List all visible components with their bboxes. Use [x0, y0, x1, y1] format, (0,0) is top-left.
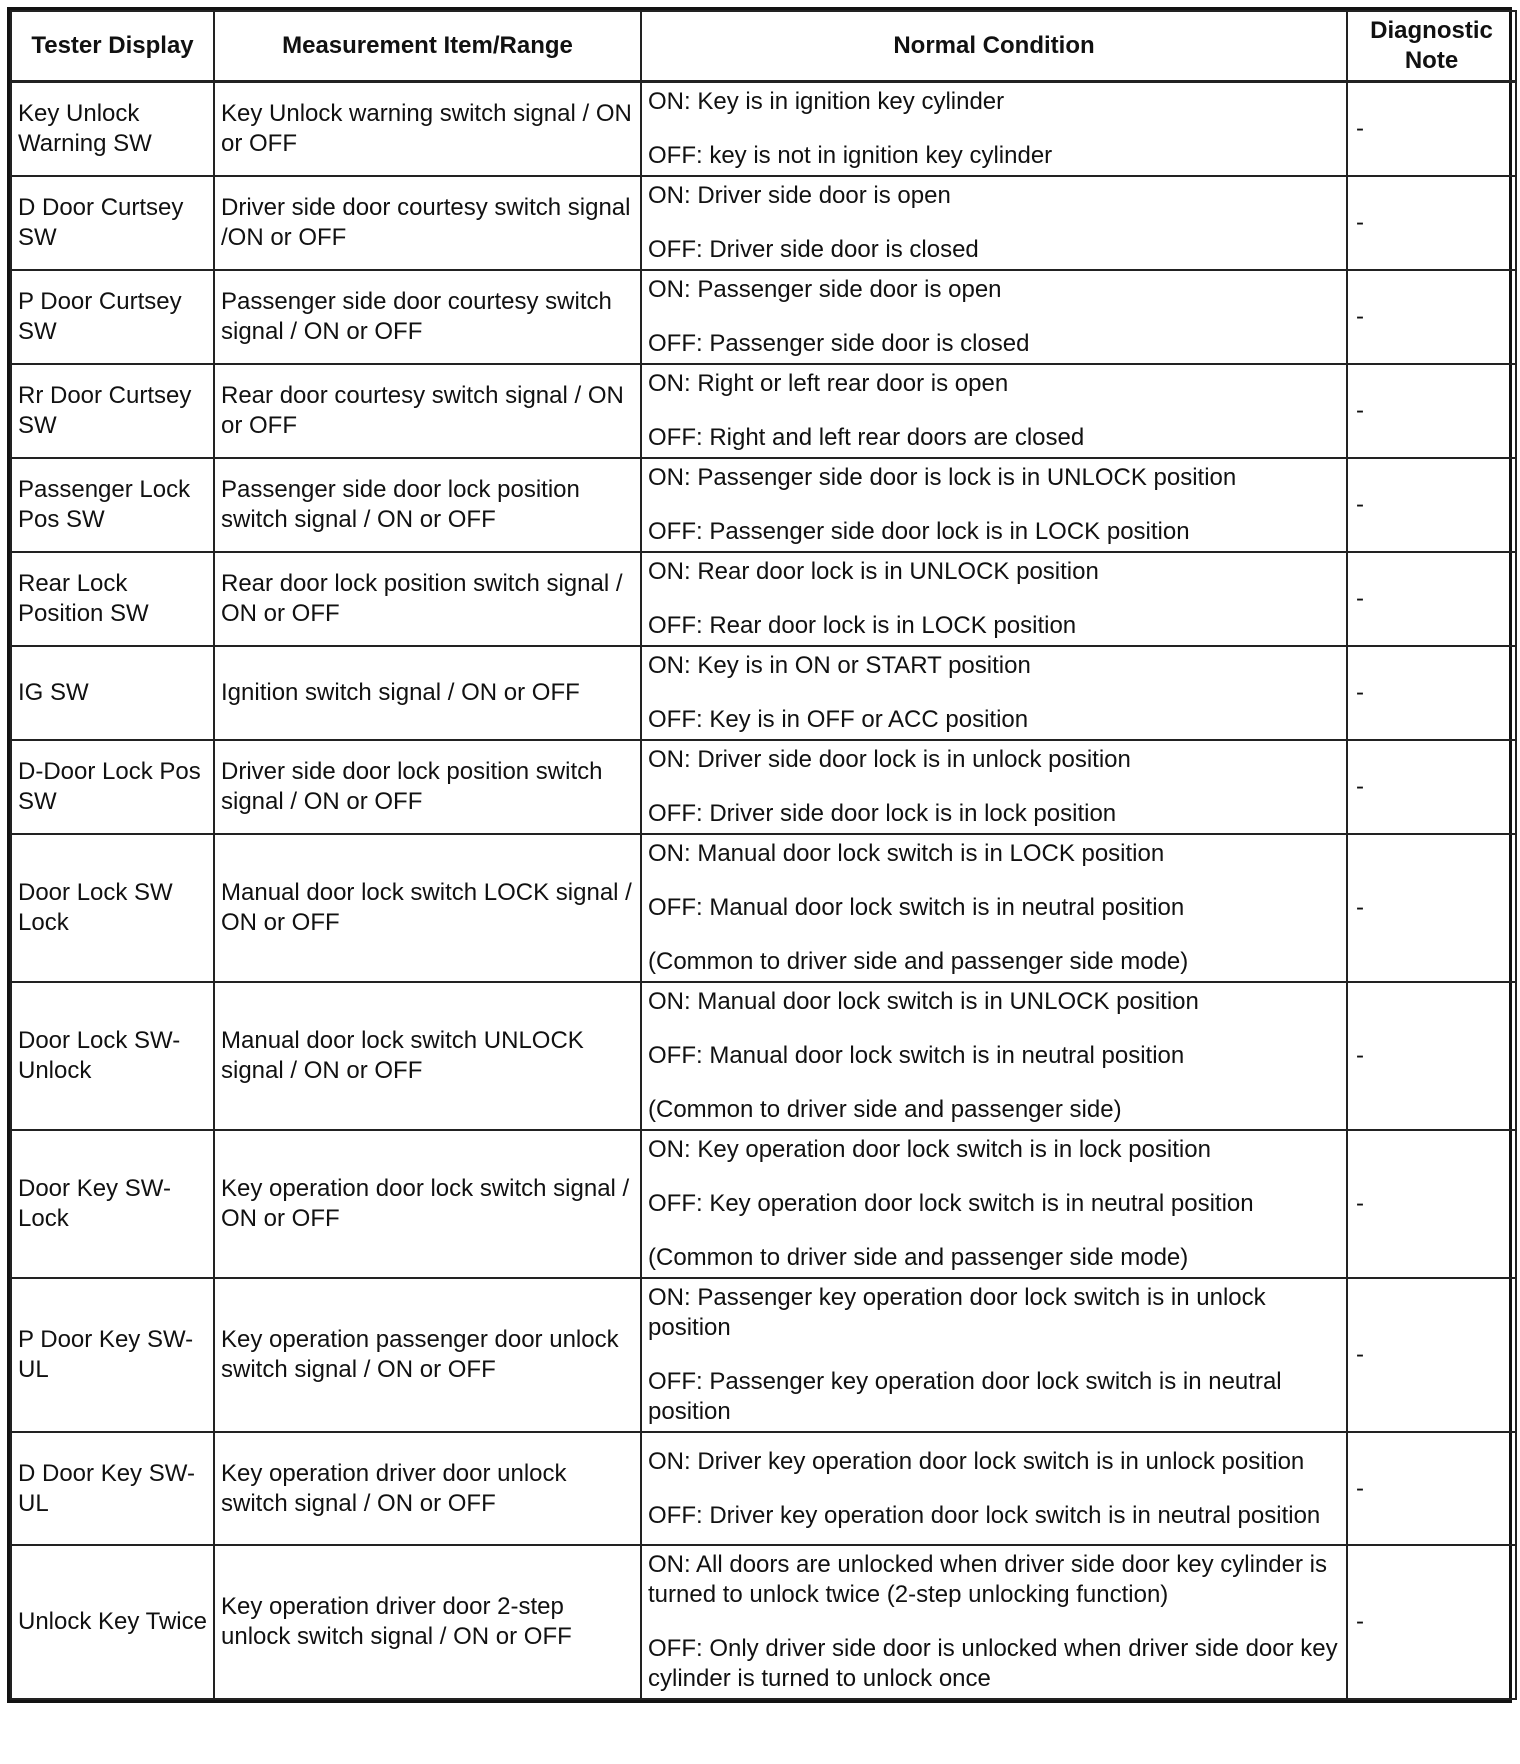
table-row: [11, 646, 1516, 740]
diagnostic-note-cell: -: [1347, 982, 1516, 1130]
condition-line: ON: Rear door lock is in UNLOCK position: [648, 558, 1099, 585]
measurement-cell: Manual door lock switch UNLOCK signal / ON or OFF: [214, 982, 641, 1130]
diagnostic-note-cell: -: [1347, 740, 1516, 834]
measurement-cell: Key operation door lock switch signal / ON or OFF: [214, 1130, 641, 1278]
diagnostic-note-cell: -: [1347, 1278, 1516, 1432]
condition-line: ON: Driver key operation door lock switch is in unlock position: [648, 1447, 1305, 1475]
tester-display-cell: Rear Lock Position SW: [11, 552, 214, 646]
condition-line: OFF: Rear door lock is in LOCK position: [648, 612, 1077, 639]
condition-line: ON: Driver side door is open: [648, 182, 951, 209]
table-row: [11, 270, 1516, 364]
condition-line: ON: Driver side door lock is in unlock position: [648, 746, 1131, 773]
table-row: [11, 1278, 1516, 1432]
condition-line: OFF: Only driver side door is unlocked when driver side door key cylinder is turned to unlock once: [648, 1635, 1338, 1692]
diagnostic-note-cell: -: [1347, 1432, 1516, 1545]
table-row: [11, 1545, 1516, 1699]
normal-condition-cell: [641, 1278, 1347, 1432]
condition-line: ON: Right or left rear door is open: [648, 370, 1009, 397]
header-row: [11, 11, 1516, 82]
header-diagnostic-note: Diagnostic Note: [1347, 11, 1516, 82]
measurement-cell: Driver side door lock position switch signal / ON or OFF: [214, 740, 641, 834]
table-row: [11, 1130, 1516, 1278]
tester-display-cell: P Door Curtsey SW: [11, 270, 214, 364]
condition-line: ON: Key is in ignition key cylinder: [648, 88, 1005, 115]
diagnostic-note-cell: -: [1347, 646, 1516, 740]
measurement-cell: Key operation passenger door unlock switch signal / ON or OFF: [214, 1278, 641, 1432]
diagnostic-note-cell: -: [1347, 458, 1516, 552]
tester-display-cell: Passenger Lock Pos SW: [11, 458, 214, 552]
table-row: [11, 364, 1516, 458]
normal-condition-cell: [641, 82, 1347, 177]
diagnostic-table-frame: [7, 7, 1512, 1703]
diagnostic-table: [10, 10, 1517, 1700]
measurement-cell: Rear door lock position switch signal / ON or OFF: [214, 552, 641, 646]
table-row: [11, 1432, 1516, 1545]
normal-condition-cell: [641, 740, 1347, 834]
normal-condition-cell: [641, 1545, 1347, 1699]
normal-condition-cell: [641, 646, 1347, 740]
diagnostic-note-cell: -: [1347, 1545, 1516, 1699]
table-row: [11, 458, 1516, 552]
table-row: [11, 552, 1516, 646]
condition-line: ON: Passenger side door is lock is in UNLOCK position: [648, 464, 1237, 491]
measurement-cell: Key operation driver door unlock switch signal / ON or OFF: [214, 1432, 641, 1545]
normal-condition-cell: [641, 176, 1347, 270]
diagnostic-note-cell: -: [1347, 834, 1516, 982]
condition-line: OFF: Passenger side door is closed: [648, 330, 1030, 357]
tester-display-cell: Unlock Key Twice: [11, 1545, 214, 1699]
measurement-cell: Ignition switch signal / ON or OFF: [214, 646, 641, 740]
tester-display-cell: Rr Door Curtsey SW: [11, 364, 214, 458]
tester-display-cell: Door Key SW-Lock: [11, 1130, 214, 1278]
diagnostic-note-cell: -: [1347, 1130, 1516, 1278]
table-row: [11, 982, 1516, 1130]
tester-display-cell: IG SW: [11, 646, 214, 740]
condition-line: (Common to driver side and passenger side mode): [648, 1244, 1189, 1271]
normal-condition-cell: [641, 552, 1347, 646]
tester-display-cell: P Door Key SW-UL: [11, 1278, 214, 1432]
tester-display-cell: Door Lock SW-Unlock: [11, 982, 214, 1130]
condition-line: OFF: Right and left rear doors are closed: [648, 424, 1085, 451]
condition-line: ON: Passenger side door is open: [648, 276, 1002, 303]
table-body: [11, 82, 1516, 1700]
condition-line: OFF: Key operation door lock switch is in neutral position: [648, 1190, 1254, 1217]
header-measurement: Measurement Item/Range: [214, 11, 641, 82]
header-normal-condition: Normal Condition: [641, 11, 1347, 82]
measurement-cell: Driver side door courtesy switch signal /ON or OFF: [214, 176, 641, 270]
condition-line: OFF: Passenger side door lock is in LOCK position: [648, 518, 1190, 545]
measurement-cell: Passenger side door courtesy switch signal / ON or OFF: [214, 270, 641, 364]
measurement-cell: Key Unlock warning switch signal / ON or OFF: [214, 82, 641, 177]
table-row: [11, 82, 1516, 177]
condition-line: ON: Passenger key operation door lock switch is in unlock position: [648, 1284, 1266, 1341]
condition-line: OFF: Driver key operation door lock switch is in neutral position: [648, 1501, 1321, 1529]
condition-line: ON: All doors are unlocked when driver side door key cylinder is turned to unlock twice (2-step unlocking function): [648, 1551, 1327, 1608]
condition-line: OFF: Passenger key operation door lock switch is in neutral position: [648, 1368, 1282, 1425]
normal-condition-cell: [641, 1130, 1347, 1278]
table-row: [11, 834, 1516, 982]
normal-condition-cell: [641, 982, 1347, 1130]
diagnostic-note-cell: -: [1347, 176, 1516, 270]
measurement-cell: Passenger side door lock position switch signal / ON or OFF: [214, 458, 641, 552]
diagnostic-note-cell: -: [1347, 270, 1516, 364]
measurement-cell: Key operation driver door 2-step unlock switch signal / ON or OFF: [214, 1545, 641, 1699]
condition-line: ON: Manual door lock switch is in LOCK position: [648, 840, 1165, 867]
condition-line: (Common to driver side and passenger side): [648, 1096, 1122, 1123]
diagnostic-note-cell: -: [1347, 82, 1516, 177]
condition-line: (Common to driver side and passenger side mode): [648, 948, 1189, 975]
table-row: [11, 176, 1516, 270]
header-tester-display: Tester Display: [11, 11, 214, 82]
condition-line: OFF: Driver side door is closed: [648, 236, 979, 263]
condition-line: ON: Key operation door lock switch is in lock position: [648, 1136, 1211, 1163]
condition-line: OFF: key is not in ignition key cylinder: [648, 142, 1053, 169]
tester-display-cell: Door Lock SW Lock: [11, 834, 214, 982]
tester-display-cell: D-Door Lock Pos SW: [11, 740, 214, 834]
tester-display-cell: D Door Key SW-UL: [11, 1432, 214, 1545]
tester-display-cell: D Door Curtsey SW: [11, 176, 214, 270]
condition-line: ON: Manual door lock switch is in UNLOCK position: [648, 988, 1199, 1015]
condition-line: ON: Key is in ON or START position: [648, 652, 1031, 679]
measurement-cell: Manual door lock switch LOCK signal / ON or OFF: [214, 834, 641, 982]
normal-condition-cell: [641, 458, 1347, 552]
normal-condition-cell: [641, 364, 1347, 458]
normal-condition-cell: [641, 1432, 1347, 1545]
normal-condition-cell: [641, 834, 1347, 982]
normal-condition-cell: [641, 270, 1347, 364]
condition-line: OFF: Manual door lock switch is in neutral position: [648, 1042, 1185, 1069]
measurement-cell: Rear door courtesy switch signal / ON or OFF: [214, 364, 641, 458]
table-row: [11, 740, 1516, 834]
condition-line: OFF: Key is in OFF or ACC position: [648, 706, 1029, 733]
condition-line: OFF: Driver side door lock is in lock position: [648, 800, 1117, 827]
condition-line: OFF: Manual door lock switch is in neutral position: [648, 894, 1185, 921]
tester-display-cell: Key Unlock Warning SW: [11, 82, 214, 177]
diagnostic-note-cell: -: [1347, 364, 1516, 458]
diagnostic-note-cell: -: [1347, 552, 1516, 646]
